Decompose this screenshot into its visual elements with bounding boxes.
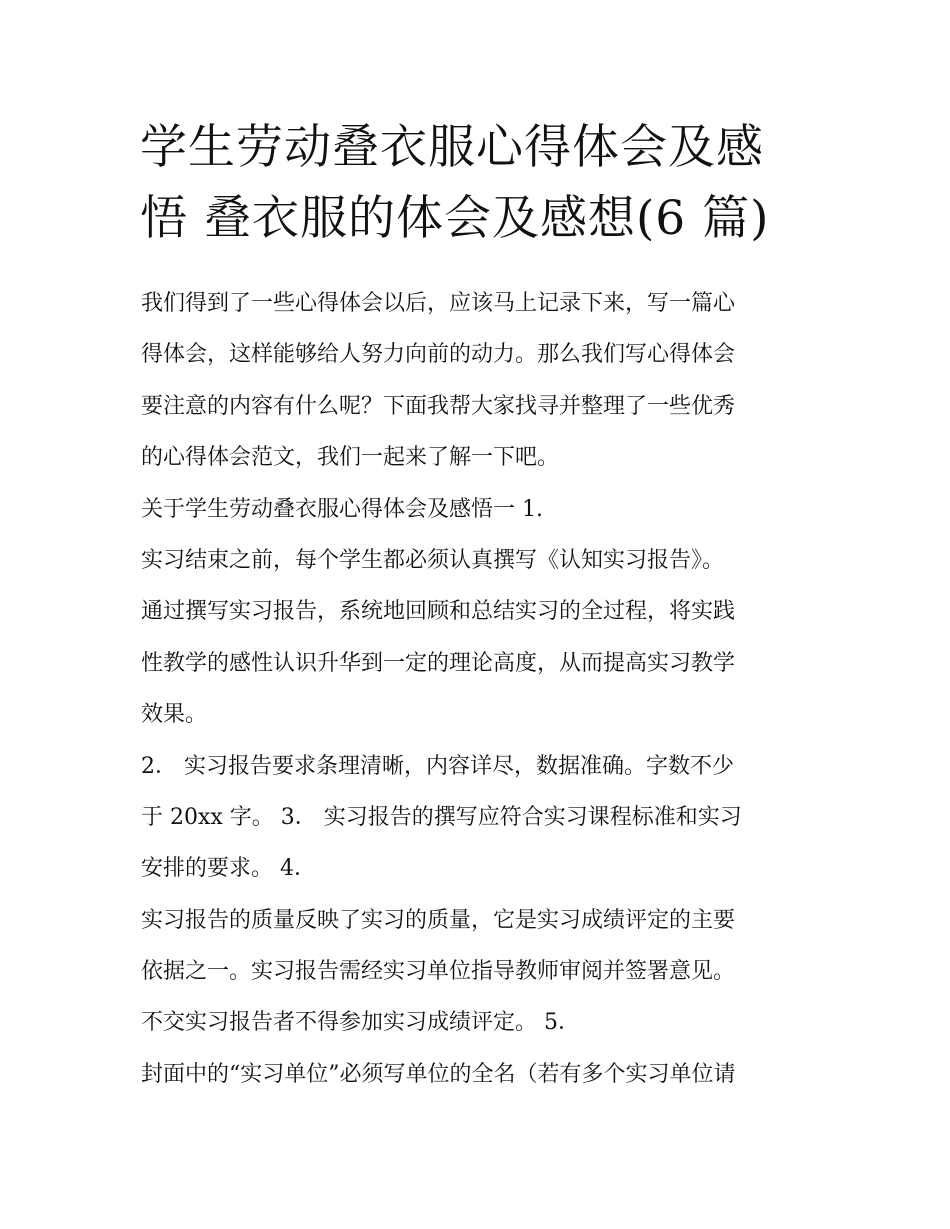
body-line: 2． 实习报告要求条理清晰，内容详尽，数据准确。字数不少 [141,753,734,779]
body-line: 要注意的内容有什么呢？下面我帮大家找寻并整理了一些优秀 [141,393,736,419]
body-line: 封面中的“实习单位”必须写单位的全名（若有多个实习单位请 [141,1061,736,1087]
body-line: 安排的要求。 4． [141,856,316,882]
section-heading: 关于学生劳动叠衣服心得体会及感悟一 1. [141,496,543,522]
body-line: 得体会，这样能够给人努力向前的动力。那么我们写心得体会 [141,342,736,368]
body-line: 实习报告的质量反映了实习的质量，它是实习成绩评定的主要 [141,907,736,933]
body-line: 实习结束之前，每个学生都必须认真撰写《认知实习报告》。 [141,547,725,573]
title-line-2: 悟 叠衣服的体会及感想(6 篇) [140,191,770,246]
body-line: 于 20xx 字。 3． 实习报告的撰写应符合实习课程标准和实习 [141,804,742,830]
body-line: 性教学的感性认识升华到一定的理论高度，从而提高实习教学 [141,650,736,676]
body-line: 的心得体会范文，我们一起来了解一下吧。 [141,445,560,471]
body-line: 我们得到了一些心得体会以后，应该马上记录下来，写一篇心 [141,291,736,316]
body-line: 通过撰写实习报告，系统地回顾和总结实习的全过程，将实践 [141,599,736,625]
body-line: 效果。 [141,702,208,728]
body-line: 依据之一。实习报告需经实习单位指导教师审阅并签署意见。 [141,959,736,985]
document-title [140,112,820,254]
body-line: 不交实习报告者不得参加实习成绩评定。 5． [141,1010,580,1036]
title-line-1: 学生劳动叠衣服心得体会及感 [140,120,764,175]
document-body [141,278,821,1100]
